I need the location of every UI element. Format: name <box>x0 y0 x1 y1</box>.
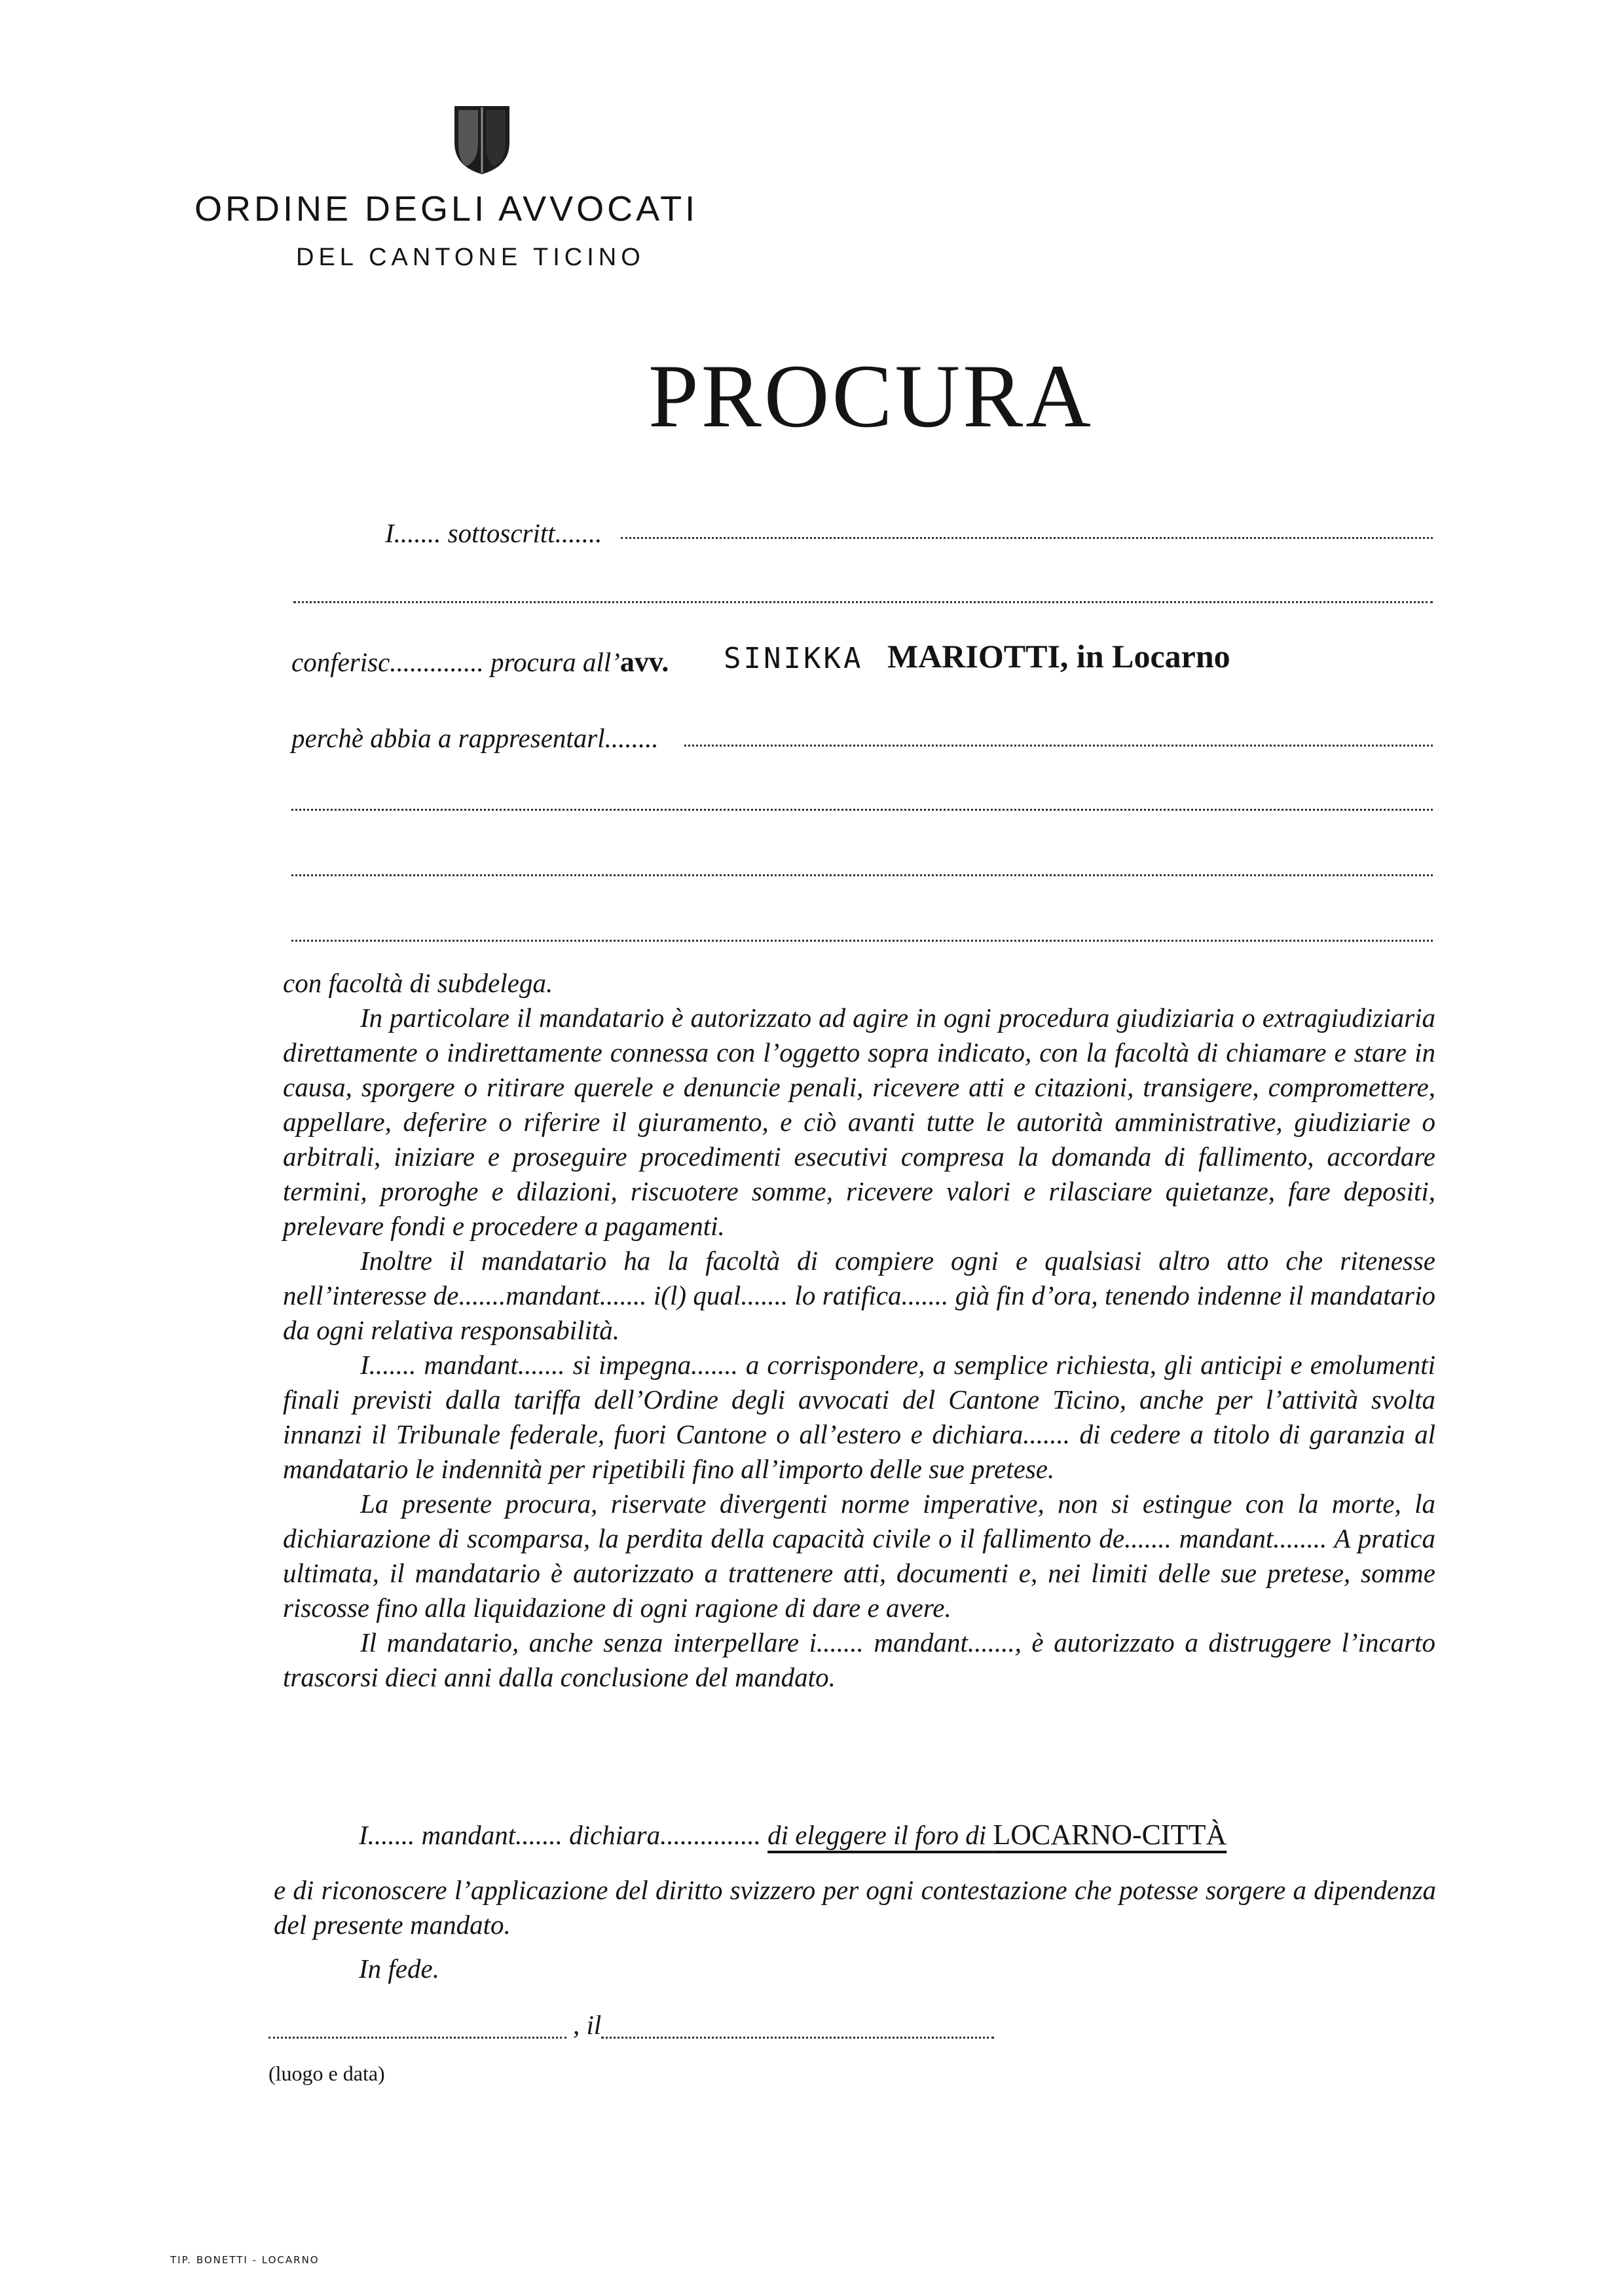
represent-line-4[interactable] <box>291 940 1433 942</box>
fees-clause: I....... mandant....... si impegna....... a corrispondere, a semplice richiesta, gli anticipi e emolumenti finali previsti dalla tariffa dell’Ordine degli avvocati del Cantone Ticino, anche per l’attività svolta innanzi il Tribunale federale, fuori Cantone o all’estero e dichiara....... di cedere a titolo di garanzia al mandatario le indennità per ripetibili fino all’importo delle sue pretese. <box>283 1350 1435 1484</box>
represent-line-3[interactable] <box>291 874 1433 876</box>
place-date-caption: (luogo e data) <box>268 2062 385 2085</box>
coat-of-arms-icon <box>452 103 512 177</box>
lawyer-name: MARIOTTI, in Locarno <box>887 638 1230 675</box>
confer-text: conferisc.............. procura all’ <box>291 647 620 677</box>
document-title: PROCURA <box>648 346 1094 446</box>
date-line[interactable] <box>601 2037 994 2039</box>
represent-line-2[interactable] <box>291 809 1433 811</box>
in-fede: In fede. <box>359 1953 439 1984</box>
subdelega-clause: con facoltà di subdelega. <box>283 968 553 998</box>
represent-line[interactable] <box>684 745 1433 747</box>
organization-canton: DEL CANTONE TICINO <box>296 244 645 271</box>
represent-label: perchè abbia a rappresentarl........ <box>291 723 659 753</box>
signatory-label: I....... sottoscritt....... <box>385 518 602 548</box>
organization-name: ORDINE DEGLI AVVOCATI <box>194 189 699 229</box>
powers-clause: In particolare il mandatario è autorizzato ad agire in ogni procedura giudiziaria o extragiudiziaria direttamente o indirettamente connessa con l’oggetto sopra indicato, con la facoltà di chiamare e stare in causa, sporgere o ritirare querele e denuncie penali, ricevere atti e citazioni, transigere, compromettere, appellare, deferire o riferire il giuramento, e ciò avanti tutte le autorità amministrative, giudiziarie o arbitrali, iniziare e proseguire procedimenti esecutivi compresa la domanda di fallimento, accordare termini, proroghe e dilazioni, riscuotere somme, ricevere valori e rilasciare quietanze, fare depositi, prelevare fondi e procedere a pagamenti. <box>283 1003 1435 1241</box>
jurisdiction-label: I....... mandant....... dichiara............... <box>359 1820 761 1850</box>
validity-clause: La presente procura, riservate divergenti norme imperative, non si estingue con la morte, la dichiarazione di scomparsa, la perdita della capacità civile o il fallimento de....... mandant........ A pratica ultimata, il mandatario è autorizzato a trattenere atti, documenti e, nei limiti delle sue pretese, somme riscosse fino alla liquidazione di ogni ragione di dare e avere. <box>283 1489 1435 1623</box>
ratification-clause: Inoltre il mandatario ha la facoltà di compiere ogni e qualsiasi altro atto che ritenesse nell’interesse de.......mandant....... i(l) qual....... lo ratifica....... già fin d’ora, tenendo indenne il mandatario da ogni relativa responsabilità. <box>283 1246 1435 1345</box>
signatory-line[interactable] <box>621 537 1433 539</box>
date-label: , il <box>573 2010 602 2040</box>
place-line[interactable] <box>268 2037 566 2039</box>
swiss-law-clause: e di riconoscere l’applicazione del diritto svizzero per ogni contestazione che potesse sorgere a dipendenza del presente mandato. <box>274 1875 1436 1940</box>
procura-body <box>283 966 1435 1695</box>
typed-first-name: SINIKKA <box>724 642 864 675</box>
printer-mark: TIP. BONETTI - LOCARNO <box>170 2254 320 2266</box>
jurisdiction-text: di eleggere il foro di <box>767 1820 987 1850</box>
signatory-line-2[interactable] <box>293 601 1433 603</box>
jurisdiction-choice <box>767 1820 1227 1850</box>
archive-clause: Il mandatario, anche senza interpellare i....... mandant......., è autorizzato a distruggere l’incarto trascorsi dieci anni dalla conclusione del mandato. <box>283 1627 1435 1692</box>
confer-avv: avv. <box>619 646 669 678</box>
jurisdiction-city: LOCARNO-CITTÀ <box>993 1819 1227 1851</box>
jurisdiction-line <box>359 1818 1227 1851</box>
confer-label <box>291 645 669 678</box>
